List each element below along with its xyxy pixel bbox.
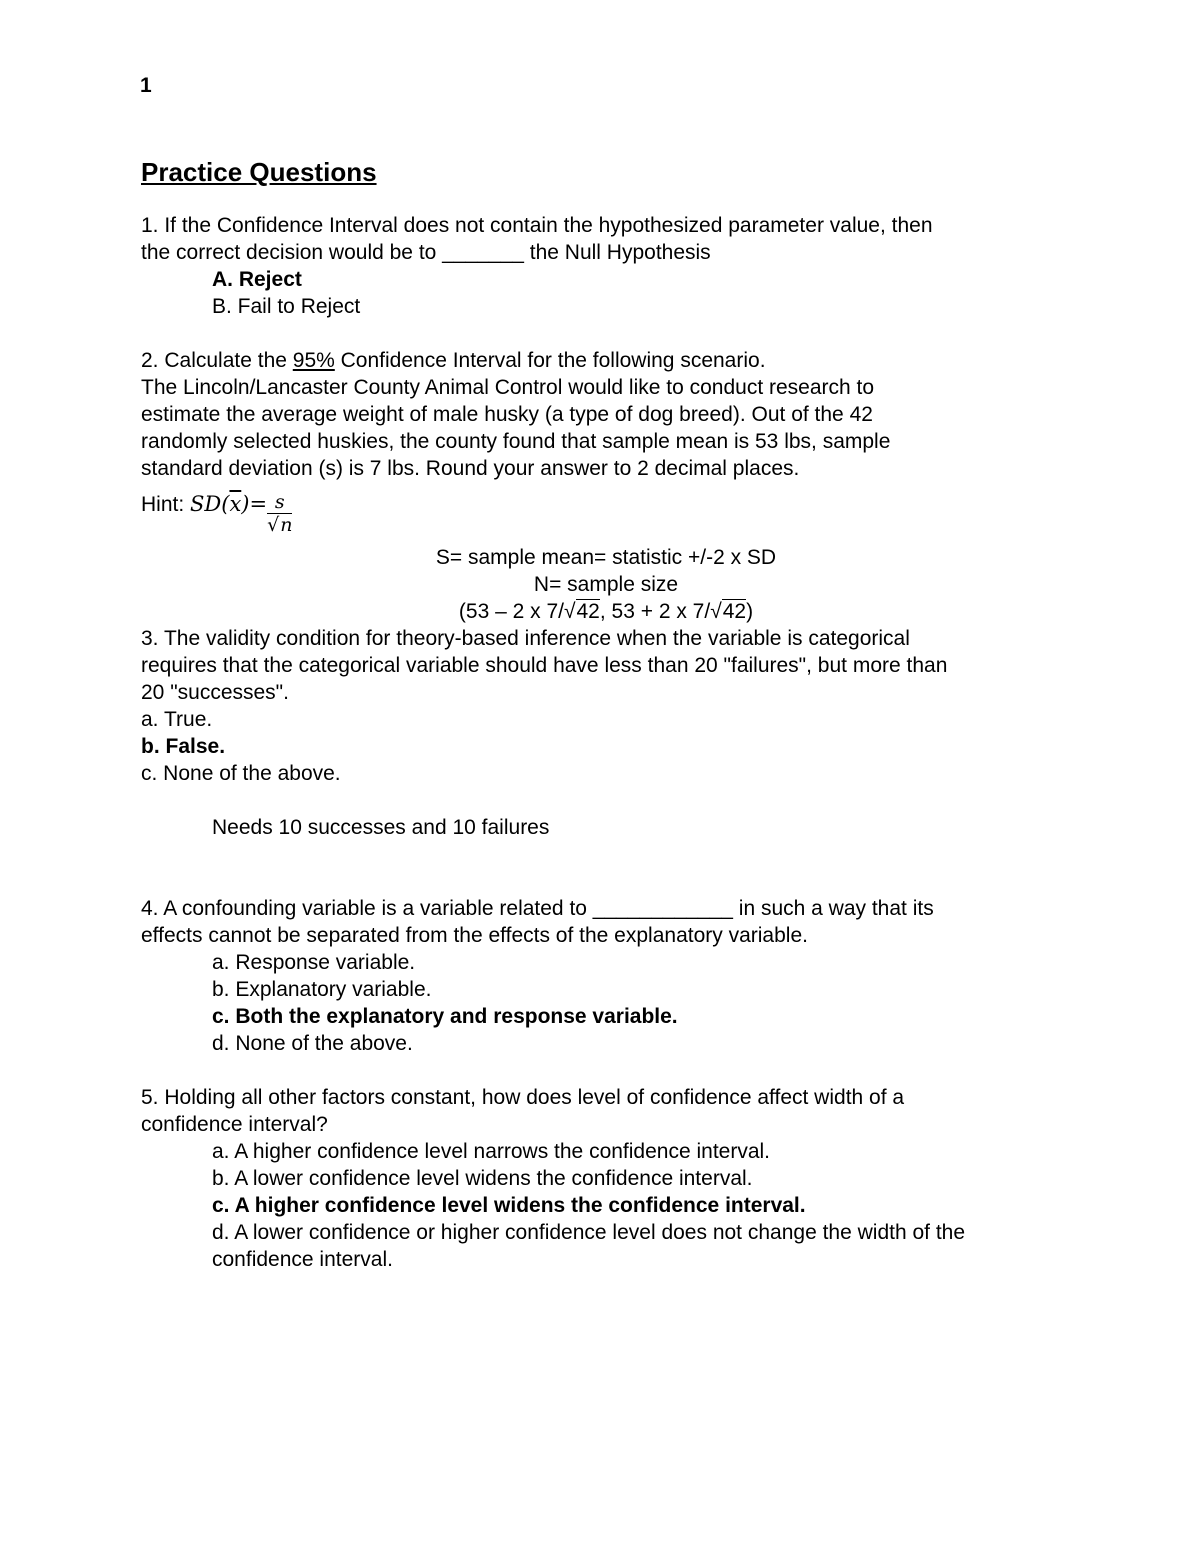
confidence-level: 95% bbox=[292, 349, 335, 372]
sqrt-icon: √ bbox=[563, 600, 576, 623]
page-number: 1 bbox=[140, 74, 152, 97]
page-title: Practice Questions bbox=[141, 157, 377, 187]
sqrt-radicand: 42 bbox=[722, 600, 747, 623]
question-text-line: The Lincoln/Lancaster County Animal Control would like to conduct research to bbox=[141, 376, 875, 399]
question-text-line: 20 "successes". bbox=[141, 681, 289, 704]
answer-option-correct: b. False. bbox=[141, 735, 226, 758]
question-1 bbox=[141, 212, 1071, 320]
question-4 bbox=[141, 895, 1071, 1057]
hint-label: Hint: bbox=[141, 493, 191, 516]
answer-option-continuation: confidence interval. bbox=[212, 1248, 393, 1271]
sqrt-radicand: n bbox=[280, 514, 293, 536]
question-tail: Confidence Interval for the following scenario. bbox=[334, 349, 766, 372]
hint-formula bbox=[141, 484, 1071, 536]
question-2 bbox=[141, 347, 1071, 625]
interval-part: , 53 + 2 x 7/ bbox=[599, 600, 711, 623]
question-text-line: 3. The validity condition for theory-based inference when the variable is categorical bbox=[141, 627, 910, 650]
formula-eq: )= bbox=[241, 492, 268, 516]
answer-interval bbox=[141, 598, 1071, 625]
interval-part: ) bbox=[746, 600, 754, 623]
question-text-line: requires that the categorical variable should have less than 20 "failures", but more than bbox=[141, 654, 948, 677]
interval-part: (53 – 2 x 7/ bbox=[458, 600, 564, 623]
formula-fraction bbox=[267, 491, 292, 536]
question-text-line: 1. If the Confidence Interval does not contain the hypothesized parameter value, then bbox=[141, 214, 933, 237]
document-body bbox=[141, 154, 1071, 1273]
question-text-line: randomly selected huskies, the county found that sample mean is 53 lbs, sample bbox=[141, 430, 891, 453]
answer-option-correct: c. A higher confidence level widens the confidence interval. bbox=[212, 1194, 806, 1217]
question-text-line: 4. A confounding variable is a variable related to ____________ in such a way that its bbox=[141, 897, 934, 920]
sqrt-icon: √ bbox=[267, 514, 280, 536]
sqrt-radicand: 42 bbox=[576, 600, 600, 623]
answer-note: Needs 10 successes and 10 failures bbox=[212, 816, 550, 839]
question-text-line: standard deviation (s) is 7 lbs. Round your answer to 2 decimal places. bbox=[141, 457, 800, 480]
question-lead: 2. Calculate the bbox=[141, 349, 293, 372]
answer-option: d. A lower confidence or higher confidence level does not change the width of the bbox=[212, 1221, 966, 1244]
question-5 bbox=[141, 1084, 1071, 1273]
answer-option: c. None of the above. bbox=[141, 762, 341, 785]
question-text-line: confidence interval? bbox=[141, 1113, 328, 1136]
question-text-line bbox=[141, 347, 1071, 374]
question-text-line: 5. Holding all other factors constant, how does level of confidence affect width of a bbox=[141, 1086, 905, 1109]
question-text-line: estimate the average weight of male husky (a type of dog breed). Out of the 42 bbox=[141, 403, 873, 426]
answer-option: B. Fail to Reject bbox=[212, 295, 361, 318]
formula-lhs: SD( bbox=[190, 492, 230, 516]
answer-option: b. A lower confidence level widens the confidence interval. bbox=[212, 1167, 753, 1190]
answer-option-correct: c. Both the explanatory and response variable. bbox=[212, 1005, 678, 1028]
fraction-denominator bbox=[267, 514, 292, 536]
answer-option: a. True. bbox=[141, 708, 213, 731]
answer-option: a. Response variable. bbox=[212, 951, 416, 974]
answer-option-correct: A. Reject bbox=[212, 268, 302, 291]
answer-line: N= sample size bbox=[533, 573, 679, 596]
question-3 bbox=[141, 625, 1071, 841]
answer-option: d. None of the above. bbox=[212, 1032, 413, 1055]
question-text-line: the correct decision would be to _______ the Null Hypothesis bbox=[141, 241, 711, 264]
answer-option: a. A higher confidence level narrows the confidence interval. bbox=[212, 1140, 771, 1163]
sqrt-icon: √ bbox=[710, 600, 722, 623]
answer-line: S= sample mean= statistic +/-2 x SD bbox=[435, 546, 777, 569]
question-text-line: effects cannot be separated from the effects of the explanatory variable. bbox=[141, 924, 808, 947]
fraction-numerator: s bbox=[267, 491, 292, 514]
formula-xbar: $\overline{x}$ bbox=[229, 492, 242, 516]
answer-option: b. Explanatory variable. bbox=[212, 978, 432, 1001]
